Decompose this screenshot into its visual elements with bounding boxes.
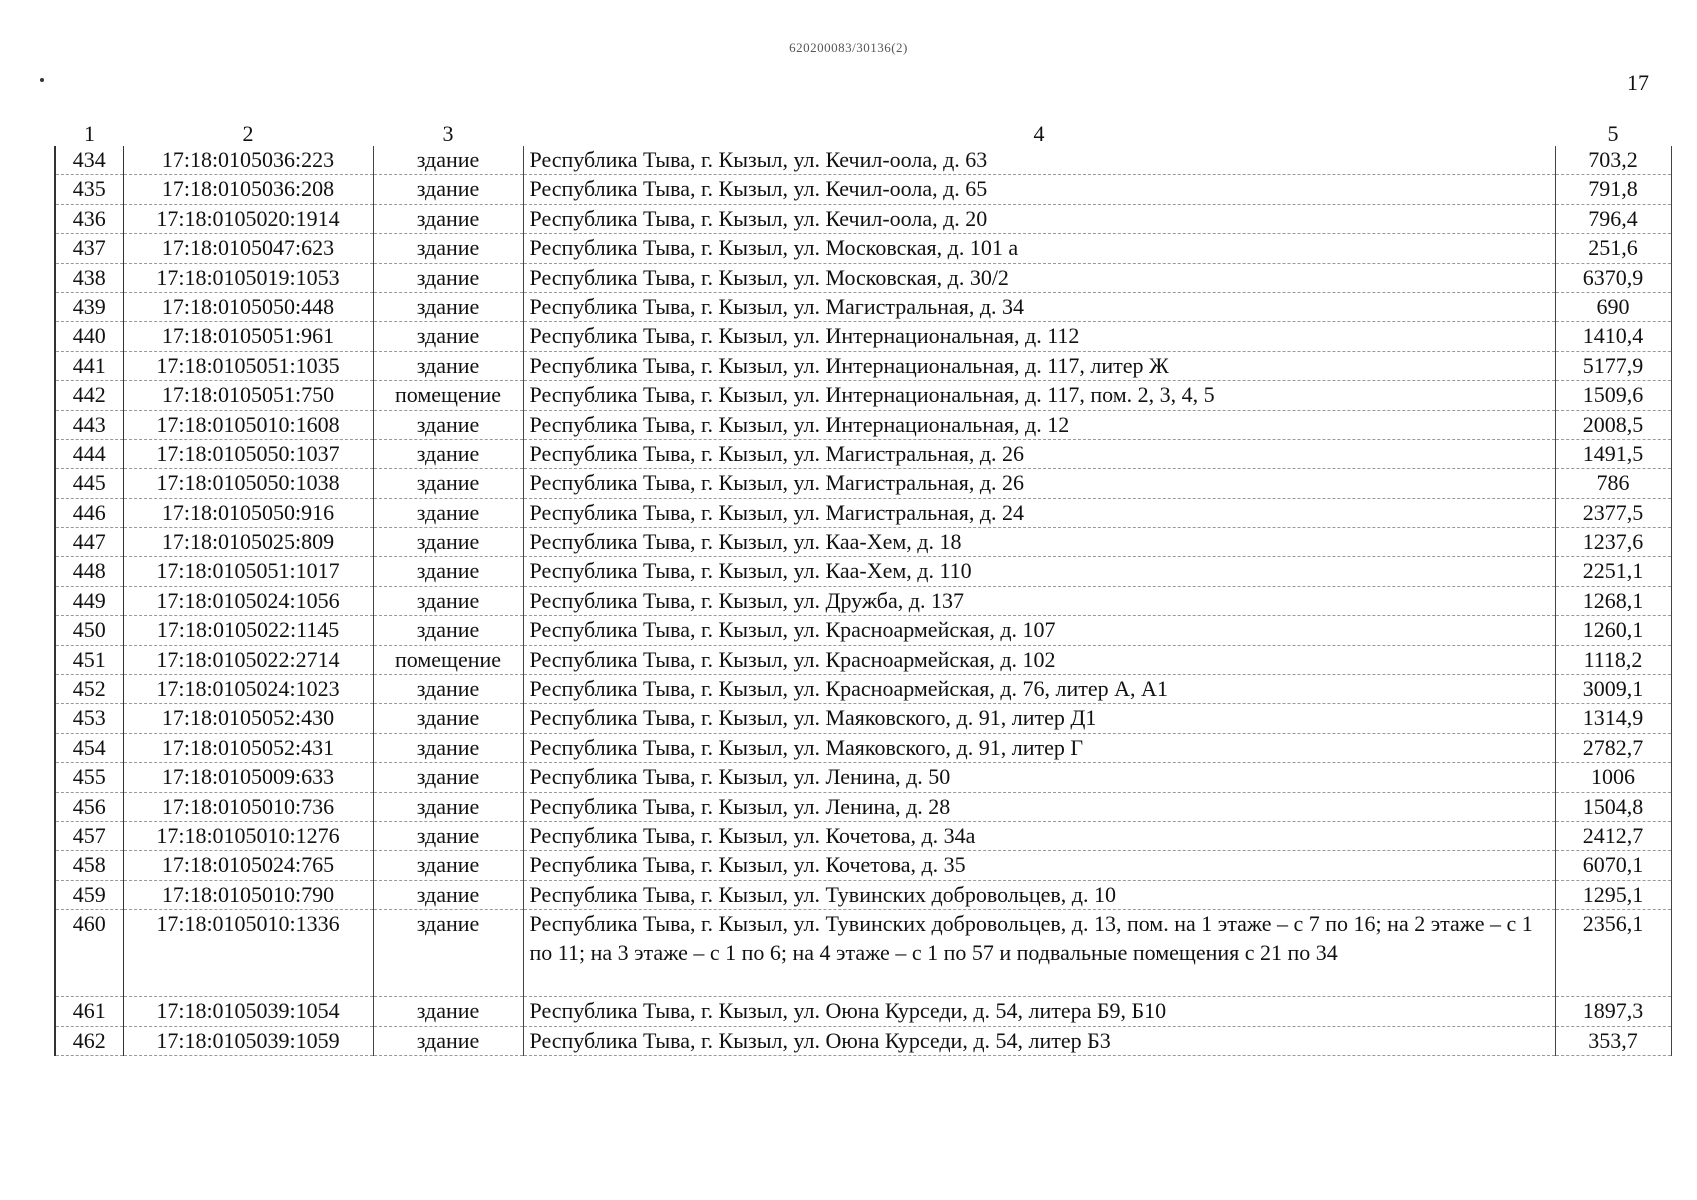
table-row (55, 821, 1671, 850)
table-row (55, 322, 1671, 351)
cadastral-number: 17:18:0105010:736 (123, 792, 373, 821)
address: Республика Тыва, г. Кызыл, ул. Оюна Курседи, д. 54, литер Б3 (523, 1026, 1555, 1055)
row-number: 446 (55, 498, 123, 527)
table-row (55, 645, 1671, 674)
object-type: здание (373, 704, 523, 733)
area-value: 2377,5 (1555, 498, 1671, 527)
area-value: 703,2 (1555, 146, 1671, 175)
row-number: 458 (55, 851, 123, 880)
object-type: здание (373, 263, 523, 292)
cadastral-number: 17:18:0105010:1336 (123, 910, 373, 997)
area-value: 2412,7 (1555, 821, 1671, 850)
address: Республика Тыва, г. Кызыл, ул. Каа-Хем, д. 110 (523, 557, 1555, 586)
row-number: 451 (55, 645, 123, 674)
table-row (55, 498, 1671, 527)
address: Республика Тыва, г. Кызыл, ул. Интернациональная, д. 112 (523, 322, 1555, 351)
object-type: здание (373, 410, 523, 439)
property-table-container (54, 122, 1670, 1056)
row-number: 454 (55, 733, 123, 762)
object-type: здание (373, 586, 523, 615)
object-type: здание (373, 616, 523, 645)
address: Республика Тыва, г. Кызыл, ул. Московская, д. 30/2 (523, 263, 1555, 292)
row-number: 434 (55, 146, 123, 175)
address: Республика Тыва, г. Кызыл, ул. Дружба, д. 137 (523, 586, 1555, 615)
row-number: 437 (55, 234, 123, 263)
area-value: 6370,9 (1555, 263, 1671, 292)
object-type: здание (373, 528, 523, 557)
row-number: 452 (55, 675, 123, 704)
object-type: помещение (373, 381, 523, 410)
table-row (55, 351, 1671, 380)
header-row (55, 122, 1671, 146)
object-type: здание (373, 997, 523, 1026)
table-row (55, 204, 1671, 233)
row-number: 459 (55, 880, 123, 909)
address: Республика Тыва, г. Кызыл, ул. Ленина, д. 28 (523, 792, 1555, 821)
area-value: 2782,7 (1555, 733, 1671, 762)
address: Республика Тыва, г. Кызыл, ул. Каа-Хем, д. 18 (523, 528, 1555, 557)
document-id: 620200083/30136(2) (789, 40, 908, 55)
area-value: 796,4 (1555, 204, 1671, 233)
address: Республика Тыва, г. Кызыл, ул. Интернациональная, д. 117, пом. 2, 3, 4, 5 (523, 381, 1555, 410)
table-row (55, 704, 1671, 733)
column-header-address: 4 (1033, 121, 1045, 146)
cadastral-number: 17:18:0105022:1145 (123, 616, 373, 645)
table-row (55, 175, 1671, 204)
row-number: 453 (55, 704, 123, 733)
column-header-cadastral: 2 (242, 121, 254, 146)
area-value: 6070,1 (1555, 851, 1671, 880)
row-number: 444 (55, 439, 123, 468)
object-type: здание (373, 322, 523, 351)
row-number: 439 (55, 292, 123, 321)
address: Республика Тыва, г. Кызыл, ул. Московская, д. 101 а (523, 234, 1555, 263)
table-row (55, 763, 1671, 792)
address: Республика Тыва, г. Кызыл, ул. Интернациональная, д. 12 (523, 410, 1555, 439)
cadastral-number: 17:18:0105036:208 (123, 175, 373, 204)
cadastral-number: 17:18:0105050:1037 (123, 439, 373, 468)
cadastral-number: 17:18:0105009:633 (123, 763, 373, 792)
object-type: здание (373, 439, 523, 468)
address: Республика Тыва, г. Кызыл, ул. Интернациональная, д. 117, литер Ж (523, 351, 1555, 380)
page-number: 17 (1627, 70, 1649, 95)
row-number: 457 (55, 821, 123, 850)
cadastral-number: 17:18:0105052:430 (123, 704, 373, 733)
table-row (55, 1026, 1671, 1055)
area-value: 5177,9 (1555, 351, 1671, 380)
cadastral-number: 17:18:0105051:1035 (123, 351, 373, 380)
column-header-type: 3 (442, 121, 454, 146)
address: Республика Тыва, г. Кызыл, ул. Маяковского, д. 91, литер Д1 (523, 704, 1555, 733)
area-value: 791,8 (1555, 175, 1671, 204)
area-value: 1504,8 (1555, 792, 1671, 821)
area-value: 1268,1 (1555, 586, 1671, 615)
table-row (55, 146, 1671, 175)
row-number: 449 (55, 586, 123, 615)
column-header-area: 5 (1607, 121, 1619, 146)
row-number: 440 (55, 322, 123, 351)
cadastral-number: 17:18:0105024:1023 (123, 675, 373, 704)
address: Республика Тыва, г. Кызыл, ул. Красноармейская, д. 102 (523, 645, 1555, 674)
object-type: здание (373, 1026, 523, 1055)
address: Республика Тыва, г. Кызыл, ул. Тувинских добровольцев, д. 13, пом. на 1 этаже – с 7 по 16; на 2 этаже – с 1 по 11; на 3 этаже – с 1 по 6; на 4 этаже – с 1 по 57 и подвальные помещения с 21 по 34 (523, 910, 1555, 997)
area-value: 1410,4 (1555, 322, 1671, 351)
cadastral-number: 17:18:0105039:1059 (123, 1026, 373, 1055)
property-table (54, 122, 1672, 1056)
column-header-number: 1 (84, 121, 95, 146)
table-row (55, 439, 1671, 468)
cadastral-number: 17:18:0105051:750 (123, 381, 373, 410)
cadastral-number: 17:18:0105050:448 (123, 292, 373, 321)
object-type: помещение (373, 645, 523, 674)
area-value: 1897,3 (1555, 997, 1671, 1026)
row-number: 448 (55, 557, 123, 586)
row-number: 455 (55, 763, 123, 792)
table-row (55, 851, 1671, 880)
table-row (55, 616, 1671, 645)
table-row (55, 292, 1671, 321)
address: Республика Тыва, г. Кызыл, ул. Оюна Курседи, д. 54, литера Б9, Б10 (523, 997, 1555, 1026)
cadastral-number: 17:18:0105050:1038 (123, 469, 373, 498)
area-value: 2008,5 (1555, 410, 1671, 439)
table-row (55, 381, 1671, 410)
area-value: 1491,5 (1555, 439, 1671, 468)
object-type: здание (373, 821, 523, 850)
object-type: здание (373, 146, 523, 175)
row-number: 441 (55, 351, 123, 380)
object-type: здание (373, 910, 523, 997)
table-row (55, 234, 1671, 263)
cadastral-number: 17:18:0105010:1276 (123, 821, 373, 850)
cadastral-number: 17:18:0105039:1054 (123, 997, 373, 1026)
cadastral-number: 17:18:0105019:1053 (123, 263, 373, 292)
row-number: 460 (55, 910, 123, 997)
area-value: 1260,1 (1555, 616, 1671, 645)
address: Республика Тыва, г. Кызыл, ул. Магистральная, д. 26 (523, 469, 1555, 498)
cadastral-number: 17:18:0105024:1056 (123, 586, 373, 615)
table-row (55, 880, 1671, 909)
object-type: здание (373, 792, 523, 821)
address: Республика Тыва, г. Кызыл, ул. Кечил-оола, д. 65 (523, 175, 1555, 204)
address: Республика Тыва, г. Кызыл, ул. Маяковского, д. 91, литер Г (523, 733, 1555, 762)
row-number: 447 (55, 528, 123, 557)
object-type: здание (373, 234, 523, 263)
table-row (55, 410, 1671, 439)
table-row (55, 528, 1671, 557)
object-type: здание (373, 204, 523, 233)
address: Республика Тыва, г. Кызыл, ул. Кочетова, д. 34а (523, 821, 1555, 850)
address: Республика Тыва, г. Кызыл, ул. Магистральная, д. 34 (523, 292, 1555, 321)
scan-mark (40, 78, 44, 82)
row-number: 461 (55, 997, 123, 1026)
row-number: 445 (55, 469, 123, 498)
row-number: 456 (55, 792, 123, 821)
table-header (55, 122, 1671, 146)
cadastral-number: 17:18:0105010:1608 (123, 410, 373, 439)
cadastral-number: 17:18:0105047:623 (123, 234, 373, 263)
object-type: здание (373, 292, 523, 321)
cadastral-number: 17:18:0105020:1914 (123, 204, 373, 233)
cadastral-number: 17:18:0105010:790 (123, 880, 373, 909)
area-value: 690 (1555, 292, 1671, 321)
object-type: здание (373, 733, 523, 762)
area-value: 2356,1 (1555, 910, 1671, 997)
address: Республика Тыва, г. Кызыл, ул. Кечил-оола, д. 63 (523, 146, 1555, 175)
area-value: 3009,1 (1555, 675, 1671, 704)
object-type: здание (373, 351, 523, 380)
cadastral-number: 17:18:0105050:916 (123, 498, 373, 527)
table-row (55, 733, 1671, 762)
row-number: 450 (55, 616, 123, 645)
row-number: 443 (55, 410, 123, 439)
area-value: 353,7 (1555, 1026, 1671, 1055)
area-value: 1295,1 (1555, 880, 1671, 909)
cadastral-number: 17:18:0105024:765 (123, 851, 373, 880)
table-row (55, 263, 1671, 292)
table-row (55, 557, 1671, 586)
area-value: 1006 (1555, 763, 1671, 792)
object-type: здание (373, 557, 523, 586)
address: Республика Тыва, г. Кызыл, ул. Кочетова, д. 35 (523, 851, 1555, 880)
row-number: 442 (55, 381, 123, 410)
row-number: 462 (55, 1026, 123, 1055)
area-value: 1118,2 (1555, 645, 1671, 674)
area-value: 1314,9 (1555, 704, 1671, 733)
row-number: 436 (55, 204, 123, 233)
cadastral-number: 17:18:0105051:961 (123, 322, 373, 351)
cadastral-number: 17:18:0105052:431 (123, 733, 373, 762)
area-value: 786 (1555, 469, 1671, 498)
table-body (55, 146, 1671, 1055)
area-value: 1509,6 (1555, 381, 1671, 410)
object-type: здание (373, 175, 523, 204)
table-row (55, 792, 1671, 821)
address: Республика Тыва, г. Кызыл, ул. Ленина, д. 50 (523, 763, 1555, 792)
address: Республика Тыва, г. Кызыл, ул. Магистральная, д. 26 (523, 439, 1555, 468)
address: Республика Тыва, г. Кызыл, ул. Красноармейская, д. 76, литер А, А1 (523, 675, 1555, 704)
table-row (55, 469, 1671, 498)
table-row (55, 997, 1671, 1026)
table-row (55, 675, 1671, 704)
address: Республика Тыва, г. Кызыл, ул. Тувинских добровольцев, д. 10 (523, 880, 1555, 909)
cadastral-number: 17:18:0105022:2714 (123, 645, 373, 674)
cadastral-number: 17:18:0105025:809 (123, 528, 373, 557)
address: Республика Тыва, г. Кызыл, ул. Кечил-оола, д. 20 (523, 204, 1555, 233)
address: Республика Тыва, г. Кызыл, ул. Магистральная, д. 24 (523, 498, 1555, 527)
address: Республика Тыва, г. Кызыл, ул. Красноармейская, д. 107 (523, 616, 1555, 645)
area-value: 251,6 (1555, 234, 1671, 263)
object-type: здание (373, 498, 523, 527)
row-number: 435 (55, 175, 123, 204)
object-type: здание (373, 469, 523, 498)
object-type: здание (373, 763, 523, 792)
object-type: здание (373, 880, 523, 909)
table-row (55, 586, 1671, 615)
area-value: 1237,6 (1555, 528, 1671, 557)
table-row (55, 910, 1671, 997)
cadastral-number: 17:18:0105051:1017 (123, 557, 373, 586)
row-number: 438 (55, 263, 123, 292)
object-type: здание (373, 675, 523, 704)
area-value: 2251,1 (1555, 557, 1671, 586)
object-type: здание (373, 851, 523, 880)
cadastral-number: 17:18:0105036:223 (123, 146, 373, 175)
